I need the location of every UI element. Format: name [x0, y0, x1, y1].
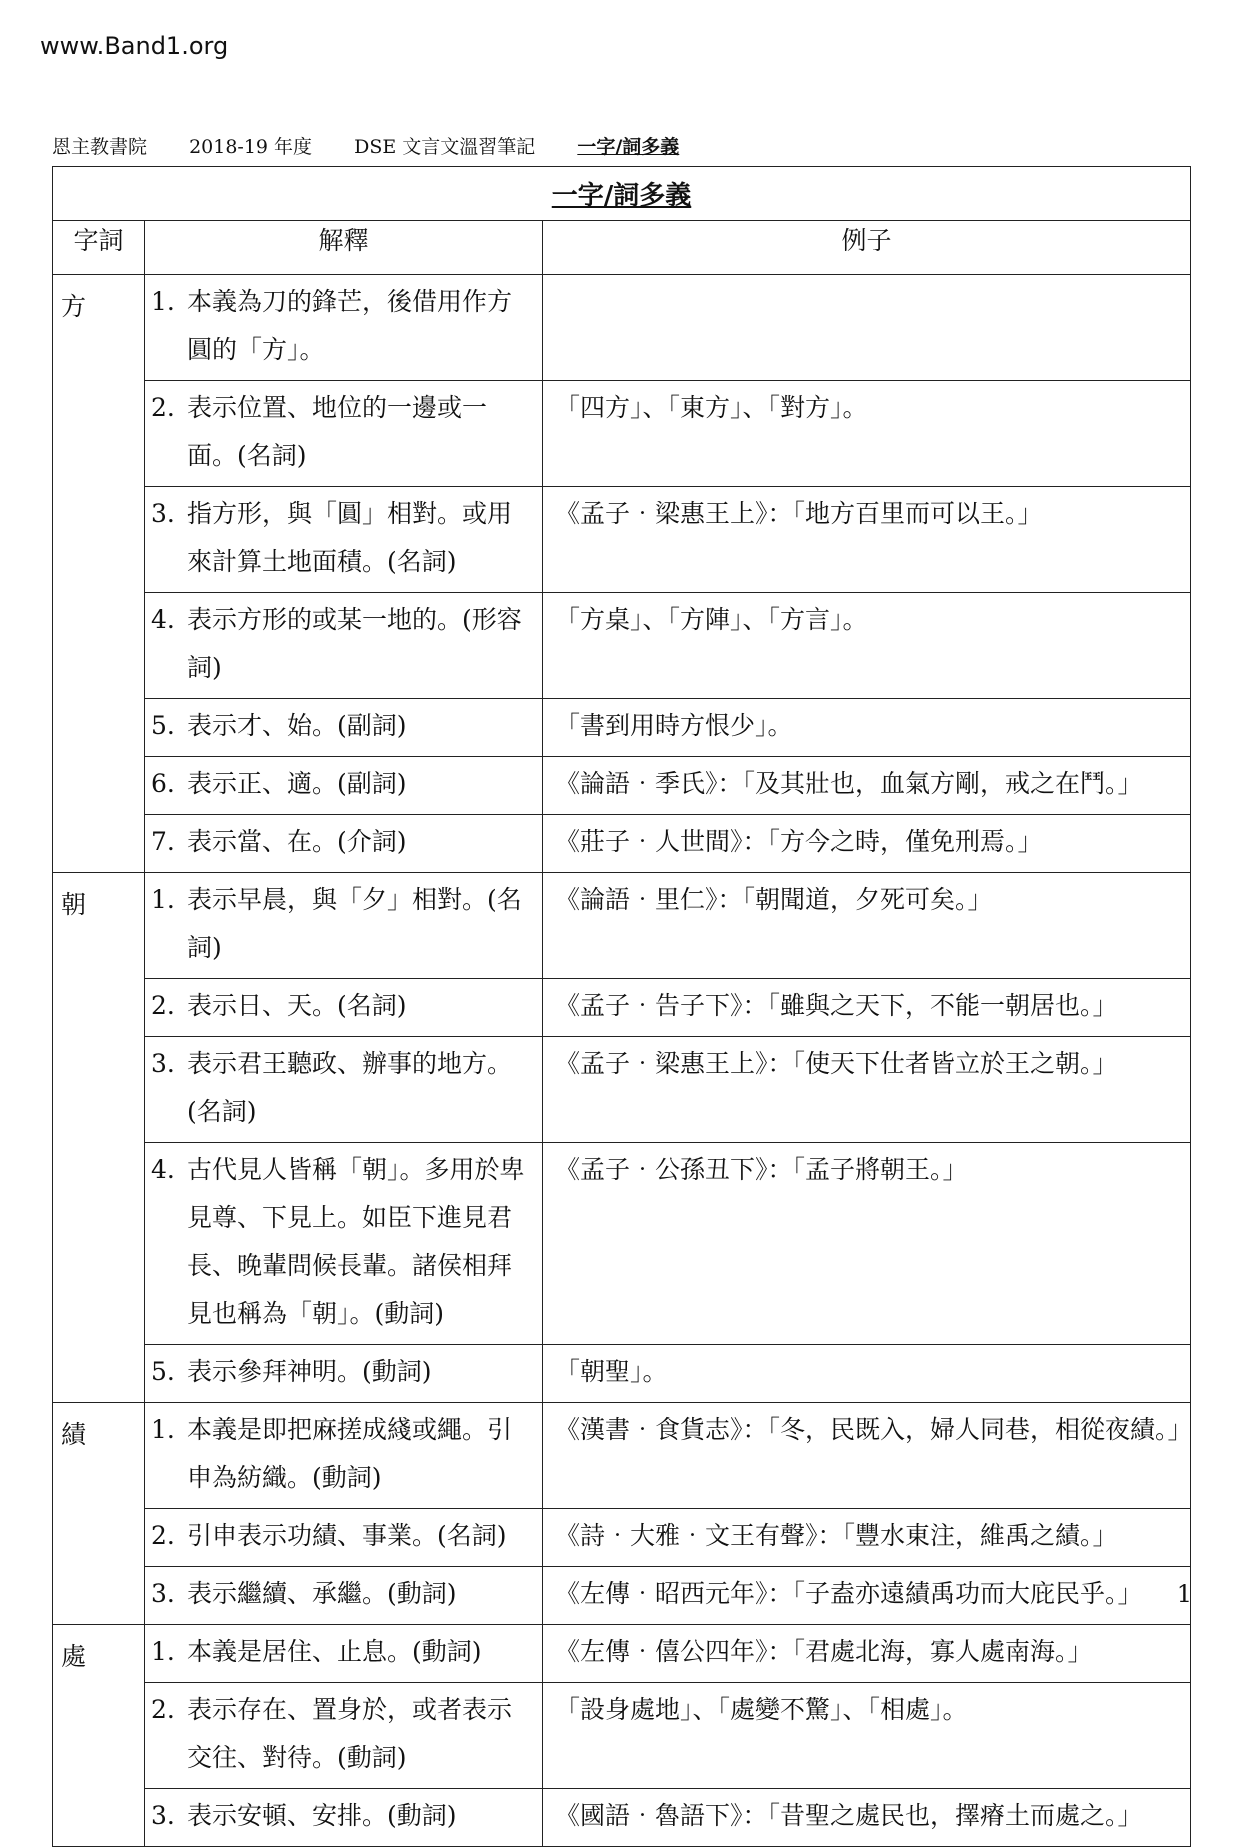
- example-cell: [543, 1143, 1191, 1345]
- item-number: 6.: [151, 769, 175, 798]
- explanation-text: 表示繼續、承繼。(動詞): [187, 1579, 457, 1608]
- table-row: [53, 1789, 1191, 1847]
- example-text: 「四方」、「東方」、「對方」。: [555, 393, 868, 422]
- table-row: [53, 1345, 1191, 1403]
- example-text: 《孟子‧公孫丑下》：「孟子將朝王。」: [555, 1155, 968, 1184]
- polysemy-table: [52, 166, 1191, 1847]
- item-number: 3.: [151, 1801, 175, 1830]
- example-cell: [543, 593, 1191, 699]
- explanation-text: 表示方形的或某一地的。(形容詞): [187, 605, 522, 682]
- explanation-cell: [145, 1683, 543, 1789]
- item-number: 7.: [151, 827, 175, 856]
- table-row: [53, 1683, 1191, 1789]
- document-header: [52, 132, 715, 159]
- explanation-text: 表示君王聽政、辦事的地方。(名詞): [187, 1049, 513, 1126]
- explanation-cell: [145, 699, 543, 757]
- example-text: 《漢書‧食貨志》：「冬，民既入，婦人同巷，相從夜績。」: [555, 1415, 1193, 1444]
- topic-title: 一字/詞多義: [577, 136, 680, 158]
- table-row: [53, 757, 1191, 815]
- explanation-cell: [145, 1403, 543, 1509]
- explanation-cell: [145, 1143, 543, 1345]
- item-number: 3.: [151, 1579, 175, 1608]
- explanation-cell: [145, 815, 543, 873]
- example-text: 《論語‧里仁》：「朝聞道，夕死可矣。」: [555, 885, 993, 914]
- example-cell: [543, 1683, 1191, 1789]
- page-number: 1: [1176, 1580, 1192, 1608]
- example-text: 《論語‧季氏》：「及其壯也，血氣方剛，戒之在鬥。」: [555, 769, 1143, 798]
- explanation-text: 表示位置、地位的一邊或一面。(名詞): [187, 393, 488, 470]
- item-number: 1.: [151, 287, 175, 316]
- example-text: 「方桌」、「方陣」、「方言」。: [555, 605, 868, 634]
- explanation-text: 表示安頓、安排。(動詞): [187, 1801, 457, 1830]
- explanation-text: 本義為刀的鋒芒，後借用作方圓的「方」。: [187, 287, 513, 364]
- item-number: 2.: [151, 991, 175, 1020]
- example-text: 「設身處地」、「處變不驚」、「相處」。: [555, 1695, 968, 1724]
- example-text: 《孟子‧梁惠王上》：「地方百里而可以王。」: [555, 499, 1043, 528]
- item-number: 2.: [151, 393, 175, 422]
- example-cell: [543, 1625, 1191, 1683]
- column-header-example: 例子: [543, 221, 1191, 275]
- item-number: 4.: [151, 605, 175, 634]
- item-number: 1.: [151, 1415, 175, 1444]
- table-row: [53, 1403, 1191, 1509]
- word-cell: 朝: [53, 873, 145, 1403]
- explanation-cell: [145, 1037, 543, 1143]
- explanation-text: 本義是居住、止息。(動詞): [187, 1637, 482, 1666]
- explanation-cell: [145, 275, 543, 381]
- example-cell: [543, 1037, 1191, 1143]
- column-header-explanation: 解釋: [145, 221, 543, 275]
- explanation-cell: [145, 593, 543, 699]
- explanation-cell: [145, 381, 543, 487]
- example-cell: [543, 1789, 1191, 1847]
- example-text: 「書到用時方恨少」。: [555, 711, 793, 740]
- explanation-text: 表示存在、置身於，或者表示交往、對待。(動詞): [187, 1695, 513, 1772]
- explanation-text: 表示早晨，與「夕」相對。(名詞): [187, 885, 522, 962]
- table-row: [53, 487, 1191, 593]
- table-title-text: 一字/詞多義: [551, 181, 692, 211]
- item-number: 3.: [151, 1049, 175, 1078]
- table-row: [53, 1037, 1191, 1143]
- table-row: [53, 593, 1191, 699]
- column-header-word: 字詞: [53, 221, 145, 275]
- explanation-cell: [145, 979, 543, 1037]
- item-number: 5.: [151, 711, 175, 740]
- example-cell: [543, 381, 1191, 487]
- example-text: 《國語‧魯語下》：「昔聖之處民也，擇瘠土而處之。」: [555, 1801, 1143, 1830]
- example-cell: [543, 815, 1191, 873]
- example-cell: [543, 979, 1191, 1037]
- school-year: 2018-19 年度: [189, 136, 313, 158]
- explanation-cell: [145, 1625, 543, 1683]
- example-cell: [543, 757, 1191, 815]
- table-row: [53, 275, 1191, 381]
- example-text: 「朝聖」。: [555, 1357, 668, 1386]
- word-cell: 處: [53, 1625, 145, 1847]
- example-text: 《莊子‧人世間》：「方今之時，僅免刑焉。」: [555, 827, 1043, 856]
- example-text: 《詩‧大雅‧文王有聲》：「豐水東注，維禹之績。」: [555, 1521, 1118, 1550]
- table-row: [53, 699, 1191, 757]
- table-row: [53, 815, 1191, 873]
- explanation-cell: [145, 1789, 543, 1847]
- item-number: 5.: [151, 1357, 175, 1386]
- table-row: [53, 873, 1191, 979]
- example-text: 《左傳‧昭西元年》：「子盍亦遠績禹功而大庇民乎。」: [555, 1579, 1143, 1608]
- table-row: [53, 1625, 1191, 1683]
- table-row: [53, 1509, 1191, 1567]
- example-cell: [543, 699, 1191, 757]
- explanation-text: 本義是即把麻搓成綫或繩。引申為紡織。(動詞): [187, 1415, 513, 1492]
- item-number: 2.: [151, 1521, 175, 1550]
- example-cell: [543, 1567, 1191, 1625]
- example-cell: [543, 275, 1191, 381]
- example-cell: [543, 1403, 1191, 1509]
- explanation-text: 表示日、天。(名詞): [187, 991, 407, 1020]
- example-text: 《左傳‧僖公四年》：「君處北海，寡人處南海。」: [555, 1637, 1093, 1666]
- table-title: [53, 167, 1191, 221]
- explanation-cell: [145, 1509, 543, 1567]
- word-cell: 績: [53, 1403, 145, 1625]
- item-number: 3.: [151, 499, 175, 528]
- explanation-cell: [145, 757, 543, 815]
- site-url: www.Band1.org: [40, 32, 229, 60]
- example-cell: [543, 873, 1191, 979]
- example-text: 《孟子‧梁惠王上》：「使天下仕者皆立於王之朝。」: [555, 1049, 1118, 1078]
- table-row: [53, 979, 1191, 1037]
- example-text: [543, 275, 1190, 284]
- item-number: 1.: [151, 1637, 175, 1666]
- explanation-cell: [145, 1567, 543, 1625]
- table-header-row: [53, 221, 1191, 275]
- word-cell: 方: [53, 275, 145, 873]
- table-row: [53, 381, 1191, 487]
- explanation-text: 表示參拜神明。(動詞): [187, 1357, 432, 1386]
- explanation-text: 表示正、適。(副詞): [187, 769, 407, 798]
- item-number: 1.: [151, 885, 175, 914]
- explanation-cell: [145, 487, 543, 593]
- item-number: 2.: [151, 1695, 175, 1724]
- explanation-cell: [145, 1345, 543, 1403]
- explanation-text: 古代見人皆稱「朝」。多用於卑見尊、下見上。如臣下進見君長、晚輩問候長輩。諸侯相拜見也稱為「朝」。(動詞): [187, 1155, 525, 1328]
- example-text: 《孟子‧告子下》：「雖與之天下，不能一朝居也。」: [555, 991, 1118, 1020]
- explanation-text: 引申表示功績、事業。(名詞): [187, 1521, 507, 1550]
- school-name: 恩主教書院: [52, 136, 148, 158]
- explanation-cell: [145, 873, 543, 979]
- example-cell: [543, 487, 1191, 593]
- explanation-text: 指方形，與「圓」相對。或用來計算土地面積。(名詞): [187, 499, 513, 576]
- example-cell: [543, 1345, 1191, 1403]
- course-name: DSE 文言文溫習筆記: [354, 136, 536, 158]
- explanation-text: 表示才、始。(副詞): [187, 711, 407, 740]
- table-row: [53, 1567, 1191, 1625]
- explanation-text: 表示當、在。(介詞): [187, 827, 407, 856]
- item-number: 4.: [151, 1155, 175, 1184]
- table-row: [53, 1143, 1191, 1345]
- example-cell: [543, 1509, 1191, 1567]
